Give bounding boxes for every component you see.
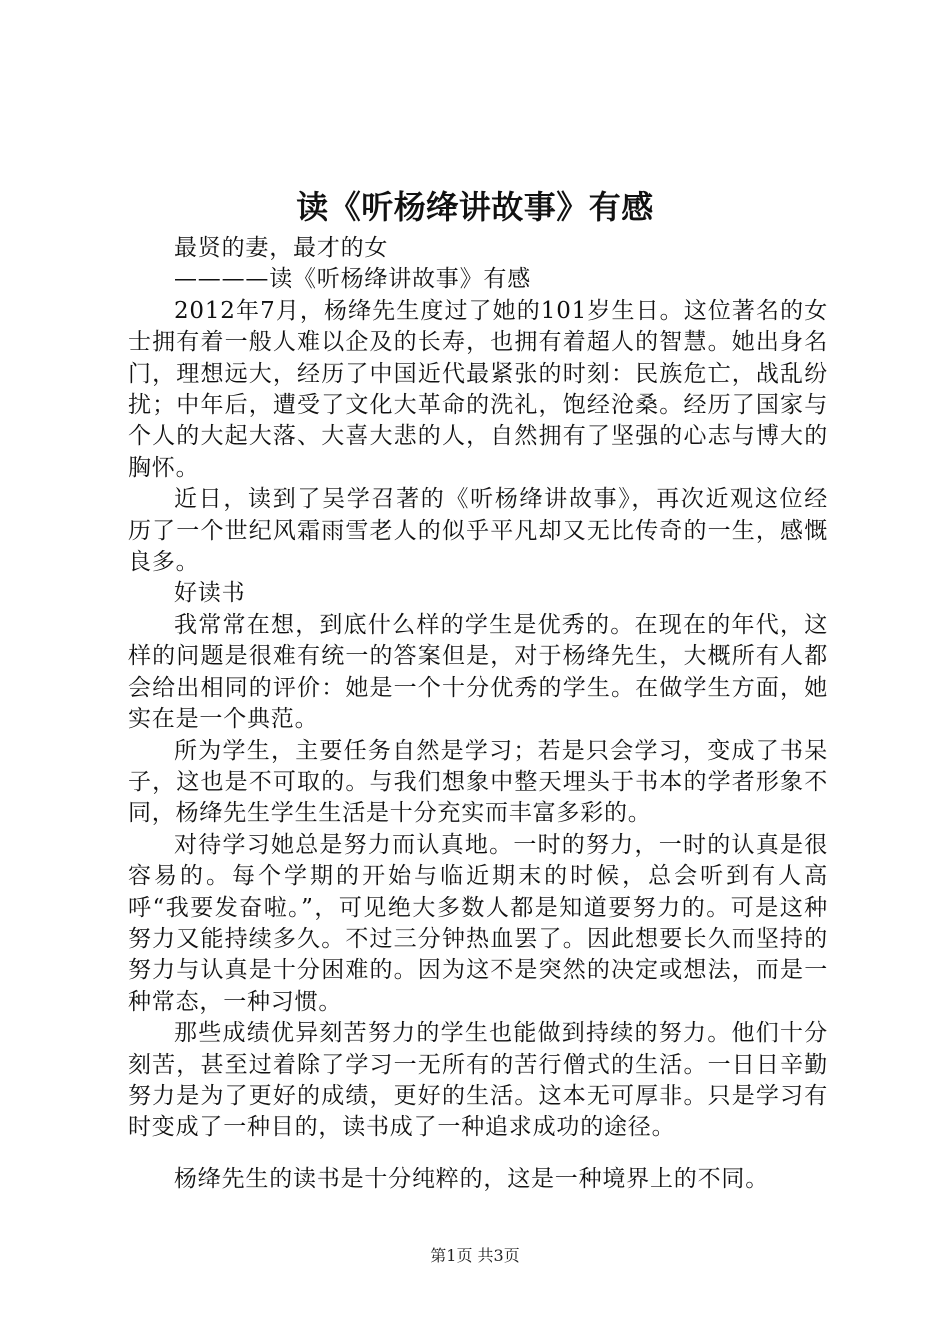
paragraph: 对待学习她总是努力而认真地。一时的努力，一时的认真是很容易的。每个学期的开始与临近期末的时候，总会听到有人高呼“我要发奋啦。”，可见绝大多数人都是知道要努力的。可是这种努力又能持续多久。不过三分钟热血罢了。因此想要长久而坚持的努力与认真是十分困难的。因为这不是突然的决定或想法，而是一种常态，一种习惯。 — [128, 831, 828, 1015]
page-footer: 第1页 共3页 — [430, 1246, 520, 1265]
paragraph: 所为学生，主要任务自然是学习；若是只会学习，变成了书呆子，这也是不可取的。与我们想象中整天埋头于书本的学者形象不同，杨绛先生学生生活是十分充实而丰富多彩的。 — [128, 737, 828, 827]
section-heading: 好读书 — [174, 580, 246, 607]
subtitle-line: 最贤的妻，最才的女 — [174, 235, 389, 261]
paragraph: 2012年7月，杨绛先生度过了她的101岁生日。这位著名的女士拥有着一般人难以企及的长寿，也拥有着超人的智慧。她出身名门，理想远大，经历了中国近代最紧张的时刻：民族危亡，战乱纷扰；中年后，遭受了文化大革命的洗礼，饱经沧桑。经历了国家与个人的大起大落、大喜大悲的人，自然拥有了坚强的心志与博大的胸怀。 — [128, 297, 828, 481]
paragraph: 杨绛先生的读书是十分纯粹的，这是一种境界上的不同。 — [174, 1165, 769, 1192]
paragraph: 那些成绩优异刻苦努力的学生也能做到持续的努力。他们十分刻苦，甚至过着除了学习一无所有的苦行僧式的生活。一日日辛勤努力是为了更好的成绩，更好的生活。这本无可厚非。只是学习有时变成了一种目的，读书成了一种追求成功的途径。 — [128, 1020, 828, 1141]
subtitle-dash-line: ————读《听杨绛讲故事》有感 — [174, 266, 531, 293]
paragraph: 我常常在想，到底什么样的学生是优秀的。在现在的年代，这样的问题是很难有统一的答案但是，对于杨绛先生，大概所有人都会给出相同的评价：她是一个十分优秀的学生。在做学生方面，她实在是一个典范。 — [128, 611, 828, 733]
paragraph: 近日，读到了吴学召著的《听杨绛讲故事》，再次近观这位经历了一个世纪风霜雨雪老人的似乎平凡却又无比传奇的一生，感慨良多。 — [128, 486, 828, 576]
document-body — [128, 233, 828, 1195]
document-title: 读《听杨绛讲故事》有感 — [296, 188, 654, 226]
